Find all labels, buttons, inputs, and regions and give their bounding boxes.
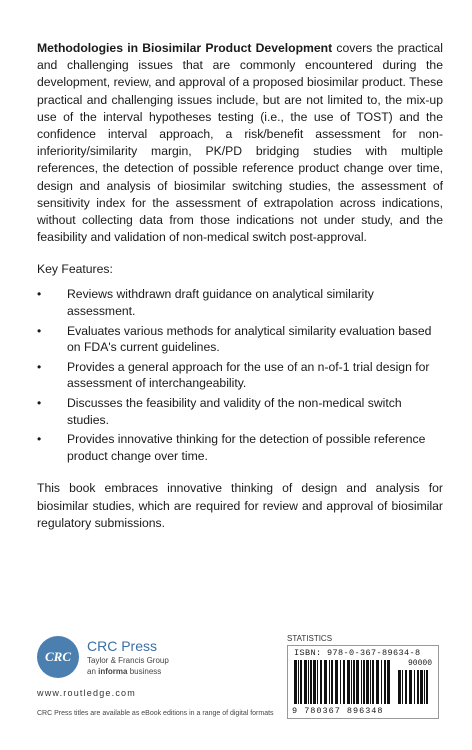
- list-item: • Provides innovative thinking for the detection of possible reference product change over time.: [37, 432, 426, 463]
- isbn-text: ISBN: 978-0-367-89634-8: [294, 648, 421, 658]
- back-cover-text: [37, 40, 443, 532]
- barcode-digits: 9 780367 896348: [292, 706, 384, 716]
- list-item: • Evaluates various methods for analytical similarity evaluation based on FDA's current guidelines.: [37, 323, 432, 355]
- publisher-website: www.routledge.com: [37, 688, 136, 698]
- publisher-logo: [37, 636, 237, 692]
- list-item: • Provides a general approach for the use of an n-of-1 trial design for assessment of interchangeability.: [37, 359, 430, 391]
- subject-label: STATISTICS: [287, 634, 333, 643]
- barcode: [287, 645, 439, 719]
- intro-body: covers the practical and challenging issues that are commonly encountered during the development, review, and approval of a proposed biosimilar product. These practical and challenging issues include, but are not limited to, the mix-up use of the interval hypotheses testing (i.e., the use of TOST) and the confidence interval approach, a risk/benefit assessment for non-inferiority/similarity margin, PK/PD bridging studies with multiple references, the detection of possible reference product change over time, design and analysis of biosimilar switching studies, the assessment of sensitivity index for the assessment of extrapolation across indications, without collecting data from those indications not under study, and the feasibility and validation of non-medical switch post-approval.: [37, 41, 443, 245]
- bullet-icon: •: [37, 396, 42, 410]
- list-item: • Discusses the feasibility and validity of the non-medical switch studies.: [37, 396, 402, 427]
- book-title: Methodologies in Biosimilar Product Development: [37, 41, 333, 55]
- price-code: 90000: [407, 659, 432, 668]
- publisher-group: Taylor & Francis Group: [87, 656, 169, 665]
- bullet-icon: •: [37, 323, 42, 338]
- intro-paragraph: [37, 40, 443, 246]
- barcode-addon-bars-icon: [398, 670, 432, 704]
- list-item: • Reviews withdrawn draft guidance on analytical similarity assessment.: [37, 287, 374, 319]
- crc-logo-icon: CRC: [37, 636, 79, 678]
- closing-paragraph: This book embraces innovative thinking of design and analysis for biosimilar studies, which are required for review and approval of biosimilar regulatory submissions.: [37, 481, 443, 530]
- barcode-bars-icon: [294, 660, 394, 704]
- bullet-icon: •: [37, 287, 42, 302]
- key-features-list: [37, 286, 443, 464]
- bullet-icon: •: [37, 432, 42, 447]
- publisher-name: CRC Press: [87, 638, 158, 654]
- ebook-note: CRC Press titles are available as eBook editions in a range of digital formats: [37, 710, 274, 717]
- publisher-business: an informa business: [87, 667, 162, 676]
- key-features-heading: Key Features:: [37, 262, 113, 277]
- bullet-icon: •: [37, 359, 42, 374]
